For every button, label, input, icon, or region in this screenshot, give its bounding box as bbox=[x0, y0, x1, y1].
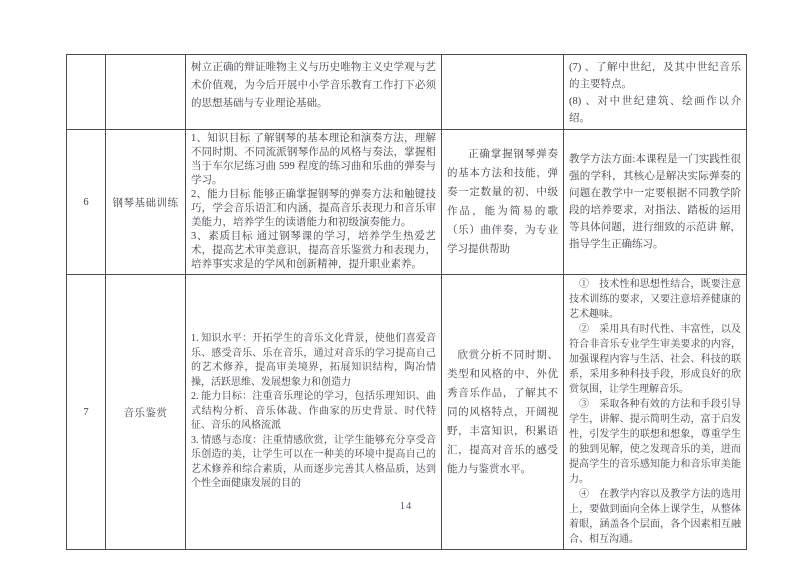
teaching-methods-cell bbox=[564, 55, 747, 130]
course-syllabus-table bbox=[66, 54, 747, 550]
teaching-methods-cell bbox=[564, 130, 747, 275]
course-name-cell: 音乐鉴赏 bbox=[106, 275, 186, 550]
paragraph: 2、能力目标 能够正确掌握钢琴的弹奏方法和触键技巧，学会音乐语汇和内涵，提高音乐表现力和音乐审美能力，培养学生的读谱能力和初级演奏能力。 bbox=[191, 189, 436, 228]
requirements-cell bbox=[442, 130, 564, 275]
requirements-cell bbox=[442, 55, 564, 130]
paragraph: ② 采用具有时代性、丰富性，以及符合非音乐专业学生审美要求的内容，加强课程内容与生活、社会、科技的联系，采用多种科技手段，形成良好的欣赏氛围，让学生理解音乐。 bbox=[569, 324, 741, 395]
paragraph: (7) 、了解中世纪，及其中世纪音乐的主要特点。 bbox=[569, 62, 741, 90]
course-name-cell bbox=[106, 55, 186, 130]
paragraph: 树立正确的辩证唯物主义与历史唯物主义史学观与艺术价值观，为今后开展中小学音乐教育工作打下必须的思想基础与专业理论基础。 bbox=[191, 62, 436, 109]
page-number: 14 bbox=[399, 501, 413, 512]
table-row-continuation bbox=[67, 55, 747, 130]
paragraph: 教学方法方面:本课程是一门实践性很强的学科，其核心是解决实际弹奏的问题在教学中一定要根据不同教学阶段的培养要求，对指法、踏板的运用等具体问题，进行细致的示范讲 解，指导学生正确练习。 bbox=[569, 154, 741, 250]
paragraph: 正确掌握钢琴弹奏的基本方法和技能，弹奏一定数量的初、中级作品，能为简易的歌（乐）曲伴奏，为专业学习提供帮助 bbox=[447, 149, 558, 255]
serial-number-cell: 6 bbox=[67, 130, 106, 275]
table-row-piano-basics bbox=[67, 130, 747, 275]
paragraph: 欣赏分析不同时期、类型和风格的中、外优秀音乐作品，了解其不同的风格特点，开阔视野，丰富知识，积累语汇，提高对音乐的感受能力与鉴赏水平。 bbox=[447, 349, 558, 475]
serial-number-cell bbox=[67, 55, 106, 130]
paragraph: ① 技术性和思想性结合，既要注意技术训练的要求，又要注意培养健康的艺术趣味。 bbox=[569, 279, 741, 320]
serial-number-cell: 7 bbox=[67, 275, 106, 550]
paragraph: 2. 能力目标：注重音乐理论的学习，包括乐理知识、曲式结构分析、音乐体裁、作曲家的历史背景、时代特征、音乐的风格流派 bbox=[191, 391, 436, 432]
objectives-cell bbox=[186, 130, 442, 275]
paragraph: ③ 采取各种有效的方法和手段引导学生，讲解、提示简明生动，富于启发性，引发学生的联想和想象，尊重学生的独到见解，使之发现音乐的美，进而提高学生的音乐感知能力和音乐审美能力。 bbox=[569, 399, 741, 485]
paragraph: 1. 知识水平：开拓学生的音乐文化背景，使他们喜爱音乐、感受音乐、乐在音乐，通过对音乐的学习提高自己的艺术修养，提高审美境界，拓展知识结构，陶冶情操，活跃思维、发展想象力和创造力 bbox=[191, 333, 436, 388]
objectives-cell bbox=[186, 55, 442, 130]
paragraph: ④ 在教学内容以及教学方法的选用上，要做到面向全体上课学生，从整体着眼，涵盖各个层面，各个因素相互融合、相互沟通。 bbox=[569, 489, 741, 545]
paragraph: 3. 情感与态度：注重情感欣赏，让学生能够充分享受音乐创造的美，让学生可以在一种美的环境中提高自己的艺术修养和综合素质，从而逐步完善其人格品质，达到个性全面健康发展的目的 bbox=[191, 434, 436, 490]
paragraph: 3、素质目标 通过钢琴课的学习，培养学生热爱艺术，提高艺术审美意识，提高音乐鉴赏力和表现力，培养事实求是的学风和创新精神，提升职业素养。 bbox=[191, 231, 436, 270]
paragraph: (8) 、对中世纪建筑、绘画作以介绍。 bbox=[569, 96, 741, 124]
paragraph: 1、知识目标 了解钢琴的基本理论和演奏方法，理解不同时期、不同流派钢琴作品的风格与奏法，掌握相当于车尔尼练习曲 599 程度的练习曲和乐曲的弹奏与学习。 bbox=[191, 133, 436, 186]
course-name-cell: 钢琴基础训练 bbox=[106, 130, 186, 275]
